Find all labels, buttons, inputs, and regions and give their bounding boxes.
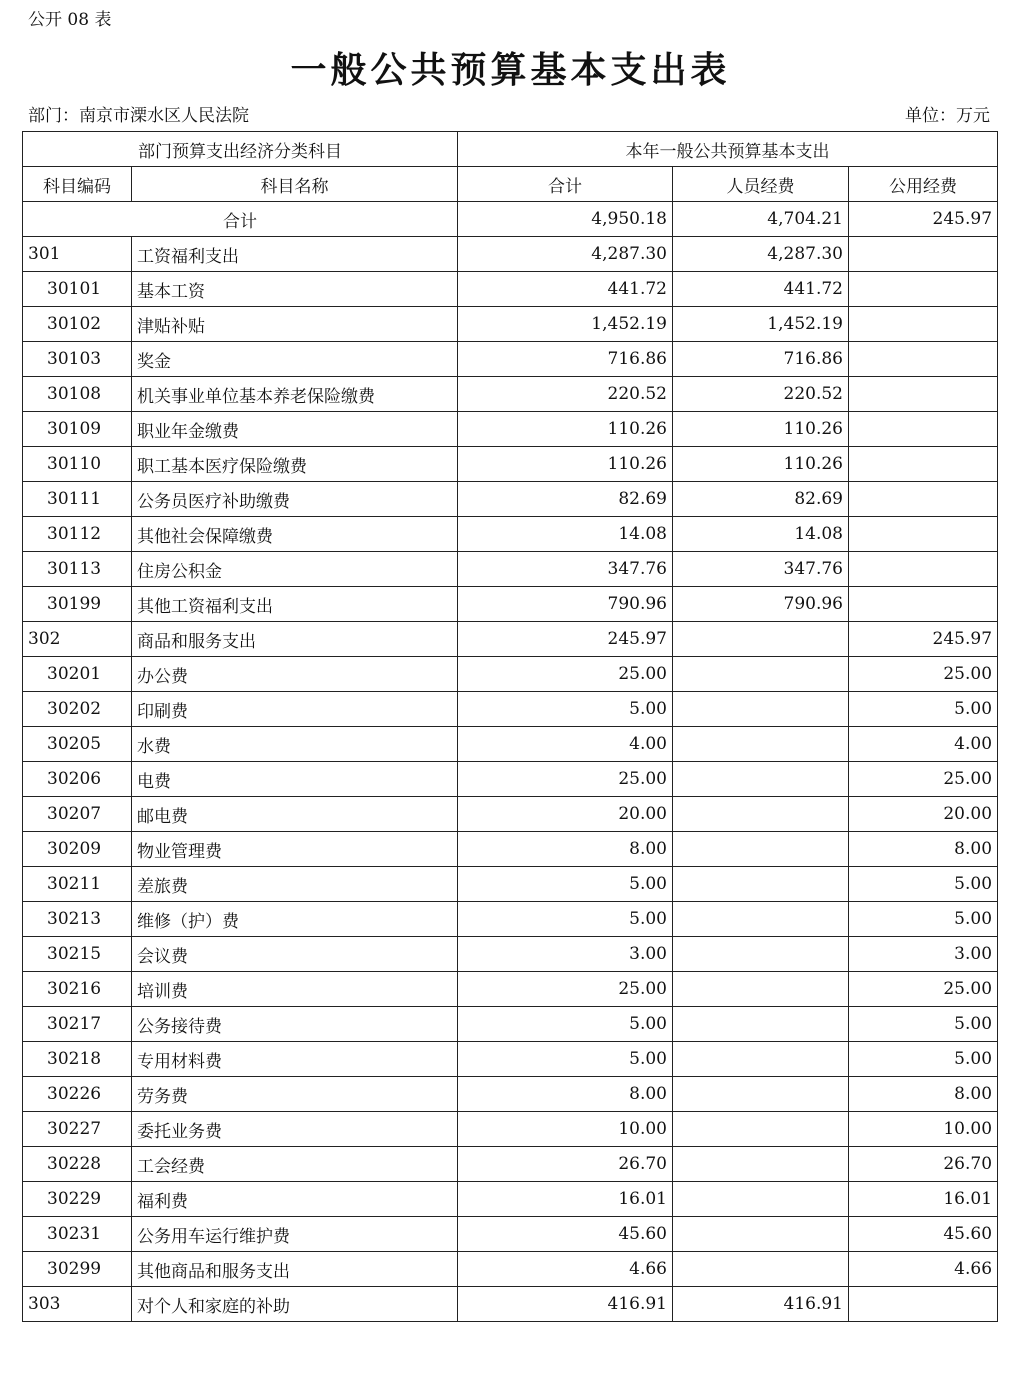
row-code: 30213	[23, 902, 132, 937]
row-name: 工资福利支出	[132, 237, 458, 272]
row-name: 培训费	[132, 972, 458, 1007]
row-total: 45.60	[458, 1217, 673, 1252]
row-total: 25.00	[458, 762, 673, 797]
row-public: 8.00	[849, 1077, 998, 1112]
table-row	[23, 1182, 998, 1217]
row-code: 30216	[23, 972, 132, 1007]
row-personnel	[673, 1077, 849, 1112]
table-row	[23, 1147, 998, 1182]
row-personnel	[673, 797, 849, 832]
row-public	[849, 482, 998, 517]
table-row	[23, 1077, 998, 1112]
unit-label: 单位：万元	[905, 106, 990, 126]
row-public: 5.00	[849, 692, 998, 727]
row-name: 住房公积金	[132, 552, 458, 587]
row-code: 30211	[23, 867, 132, 902]
row-code: 30226	[23, 1077, 132, 1112]
row-name: 电费	[132, 762, 458, 797]
row-code: 30102	[23, 307, 132, 342]
row-code: 30202	[23, 692, 132, 727]
row-code: 30218	[23, 1042, 132, 1077]
row-name: 公务用车运行维护费	[132, 1217, 458, 1252]
row-public: 4.00	[849, 727, 998, 762]
row-public: 25.00	[849, 762, 998, 797]
table-row	[23, 902, 998, 937]
row-total: 4,287.30	[458, 237, 673, 272]
header-column-row	[23, 167, 998, 202]
header-name: 科目名称	[132, 167, 458, 202]
row-name: 劳务费	[132, 1077, 458, 1112]
row-name: 其他商品和服务支出	[132, 1252, 458, 1287]
row-name: 物业管理费	[132, 832, 458, 867]
row-code: 30113	[23, 552, 132, 587]
row-name: 专用材料费	[132, 1042, 458, 1077]
row-personnel	[673, 902, 849, 937]
row-public: 5.00	[849, 867, 998, 902]
row-personnel: 110.26	[673, 447, 849, 482]
row-code: 30201	[23, 657, 132, 692]
row-personnel: 416.91	[673, 1287, 849, 1322]
row-code: 30112	[23, 517, 132, 552]
row-name: 办公费	[132, 657, 458, 692]
table-row	[23, 692, 998, 727]
row-code: 30199	[23, 587, 132, 622]
row-personnel: 220.52	[673, 377, 849, 412]
row-public: 20.00	[849, 797, 998, 832]
row-personnel	[673, 867, 849, 902]
row-total: 110.26	[458, 447, 673, 482]
row-name: 职业年金缴费	[132, 412, 458, 447]
table-row	[23, 587, 998, 622]
row-public: 5.00	[849, 902, 998, 937]
row-public	[849, 272, 998, 307]
header-group-left: 部门预算支出经济分类科目	[23, 132, 458, 167]
table-row	[23, 272, 998, 307]
header-public: 公用经费	[849, 167, 998, 202]
total-row-label: 合计	[23, 202, 458, 237]
row-public: 45.60	[849, 1217, 998, 1252]
row-public	[849, 342, 998, 377]
row-personnel: 347.76	[673, 552, 849, 587]
row-personnel	[673, 1042, 849, 1077]
row-code: 30215	[23, 937, 132, 972]
row-code: 30209	[23, 832, 132, 867]
row-total: 3.00	[458, 937, 673, 972]
row-code: 303	[23, 1287, 132, 1322]
row-personnel	[673, 972, 849, 1007]
row-total: 82.69	[458, 482, 673, 517]
row-total: 20.00	[458, 797, 673, 832]
row-public: 5.00	[849, 1042, 998, 1077]
table-row	[23, 937, 998, 972]
row-personnel	[673, 1182, 849, 1217]
budget-table	[22, 131, 998, 1322]
row-public	[849, 517, 998, 552]
row-public	[849, 587, 998, 622]
row-personnel: 441.72	[673, 272, 849, 307]
row-name: 其他工资福利支出	[132, 587, 458, 622]
row-public: 25.00	[849, 972, 998, 1007]
row-personnel	[673, 1007, 849, 1042]
total-row-total: 4,950.18	[458, 202, 673, 237]
row-code: 30101	[23, 272, 132, 307]
row-total: 416.91	[458, 1287, 673, 1322]
row-personnel: 1,452.19	[673, 307, 849, 342]
row-personnel: 4,287.30	[673, 237, 849, 272]
table-row	[23, 482, 998, 517]
header-group-right: 本年一般公共预算基本支出	[458, 132, 998, 167]
row-name: 水费	[132, 727, 458, 762]
table-row	[23, 1112, 998, 1147]
row-public: 26.70	[849, 1147, 998, 1182]
table-row	[23, 1252, 998, 1287]
row-total: 347.76	[458, 552, 673, 587]
row-total: 716.86	[458, 342, 673, 377]
row-code: 30103	[23, 342, 132, 377]
row-name: 公务接待费	[132, 1007, 458, 1042]
row-personnel: 110.26	[673, 412, 849, 447]
row-public: 16.01	[849, 1182, 998, 1217]
row-name: 对个人和家庭的补助	[132, 1287, 458, 1322]
table-row	[23, 972, 998, 1007]
row-public	[849, 307, 998, 342]
row-total: 1,452.19	[458, 307, 673, 342]
total-row	[23, 202, 998, 237]
table-row	[23, 762, 998, 797]
row-name: 福利费	[132, 1182, 458, 1217]
table-row	[23, 447, 998, 482]
row-personnel: 14.08	[673, 517, 849, 552]
row-name: 职工基本医疗保险缴费	[132, 447, 458, 482]
row-name: 基本工资	[132, 272, 458, 307]
row-public	[849, 237, 998, 272]
table-row	[23, 517, 998, 552]
row-code: 302	[23, 622, 132, 657]
row-personnel	[673, 1147, 849, 1182]
row-code: 30229	[23, 1182, 132, 1217]
row-total: 14.08	[458, 517, 673, 552]
row-code: 30207	[23, 797, 132, 832]
form-number: 公开 08 表	[28, 10, 112, 30]
row-total: 4.66	[458, 1252, 673, 1287]
row-code: 30108	[23, 377, 132, 412]
row-code: 30109	[23, 412, 132, 447]
row-name: 工会经费	[132, 1147, 458, 1182]
row-personnel	[673, 692, 849, 727]
row-code: 30111	[23, 482, 132, 517]
row-public: 10.00	[849, 1112, 998, 1147]
table-row	[23, 377, 998, 412]
row-name: 津贴补贴	[132, 307, 458, 342]
table-row	[23, 1042, 998, 1077]
table-row	[23, 307, 998, 342]
row-personnel	[673, 1217, 849, 1252]
row-total: 8.00	[458, 832, 673, 867]
row-personnel	[673, 832, 849, 867]
row-personnel: 716.86	[673, 342, 849, 377]
table-row	[23, 727, 998, 762]
row-public: 25.00	[849, 657, 998, 692]
row-total: 245.97	[458, 622, 673, 657]
row-total: 26.70	[458, 1147, 673, 1182]
table-row	[23, 1287, 998, 1322]
row-total: 5.00	[458, 1042, 673, 1077]
row-personnel	[673, 762, 849, 797]
total-row-personnel: 4,704.21	[673, 202, 849, 237]
row-name: 印刷费	[132, 692, 458, 727]
row-total: 8.00	[458, 1077, 673, 1112]
row-personnel	[673, 727, 849, 762]
row-name: 委托业务费	[132, 1112, 458, 1147]
row-total: 5.00	[458, 1007, 673, 1042]
row-name: 邮电费	[132, 797, 458, 832]
row-public	[849, 377, 998, 412]
table-row	[23, 867, 998, 902]
row-name: 公务员医疗补助缴费	[132, 482, 458, 517]
row-personnel	[673, 657, 849, 692]
row-code: 30228	[23, 1147, 132, 1182]
row-name: 奖金	[132, 342, 458, 377]
row-code: 30217	[23, 1007, 132, 1042]
row-personnel	[673, 1252, 849, 1287]
header-group-row	[23, 132, 998, 167]
row-code: 30227	[23, 1112, 132, 1147]
table-row	[23, 1007, 998, 1042]
table-row	[23, 657, 998, 692]
row-total: 16.01	[458, 1182, 673, 1217]
row-name: 机关事业单位基本养老保险缴费	[132, 377, 458, 412]
row-total: 441.72	[458, 272, 673, 307]
row-code: 30299	[23, 1252, 132, 1287]
row-public	[849, 412, 998, 447]
row-code: 30110	[23, 447, 132, 482]
row-public	[849, 1287, 998, 1322]
table-body	[23, 202, 998, 1322]
table-row	[23, 552, 998, 587]
row-name: 维修（护）费	[132, 902, 458, 937]
row-total: 10.00	[458, 1112, 673, 1147]
row-code: 30206	[23, 762, 132, 797]
row-code: 301	[23, 237, 132, 272]
row-name: 商品和服务支出	[132, 622, 458, 657]
row-total: 790.96	[458, 587, 673, 622]
row-code: 30231	[23, 1217, 132, 1252]
row-public	[849, 552, 998, 587]
row-total: 5.00	[458, 902, 673, 937]
row-personnel	[673, 937, 849, 972]
table-row	[23, 1217, 998, 1252]
row-public: 8.00	[849, 832, 998, 867]
header-code: 科目编码	[23, 167, 132, 202]
total-row-public: 245.97	[849, 202, 998, 237]
row-total: 110.26	[458, 412, 673, 447]
row-public: 3.00	[849, 937, 998, 972]
table-row	[23, 622, 998, 657]
row-public: 4.66	[849, 1252, 998, 1287]
department-label: 部门：南京市溧水区人民法院	[28, 106, 249, 126]
row-name: 其他社会保障缴费	[132, 517, 458, 552]
row-public: 245.97	[849, 622, 998, 657]
row-total: 5.00	[458, 692, 673, 727]
row-personnel: 790.96	[673, 587, 849, 622]
table-row	[23, 342, 998, 377]
row-public: 5.00	[849, 1007, 998, 1042]
row-personnel: 82.69	[673, 482, 849, 517]
row-name: 会议费	[132, 937, 458, 972]
header-personnel: 人员经费	[673, 167, 849, 202]
page-title: 一般公共预算基本支出表	[290, 49, 731, 91]
row-code: 30205	[23, 727, 132, 762]
row-personnel	[673, 1112, 849, 1147]
table-row	[23, 412, 998, 447]
row-total: 25.00	[458, 657, 673, 692]
header-total: 合计	[458, 167, 673, 202]
table-row	[23, 797, 998, 832]
row-personnel	[673, 622, 849, 657]
row-total: 220.52	[458, 377, 673, 412]
row-total: 25.00	[458, 972, 673, 1007]
table-row	[23, 237, 998, 272]
row-total: 4.00	[458, 727, 673, 762]
table-row	[23, 832, 998, 867]
row-name: 差旅费	[132, 867, 458, 902]
row-total: 5.00	[458, 867, 673, 902]
row-public	[849, 447, 998, 482]
